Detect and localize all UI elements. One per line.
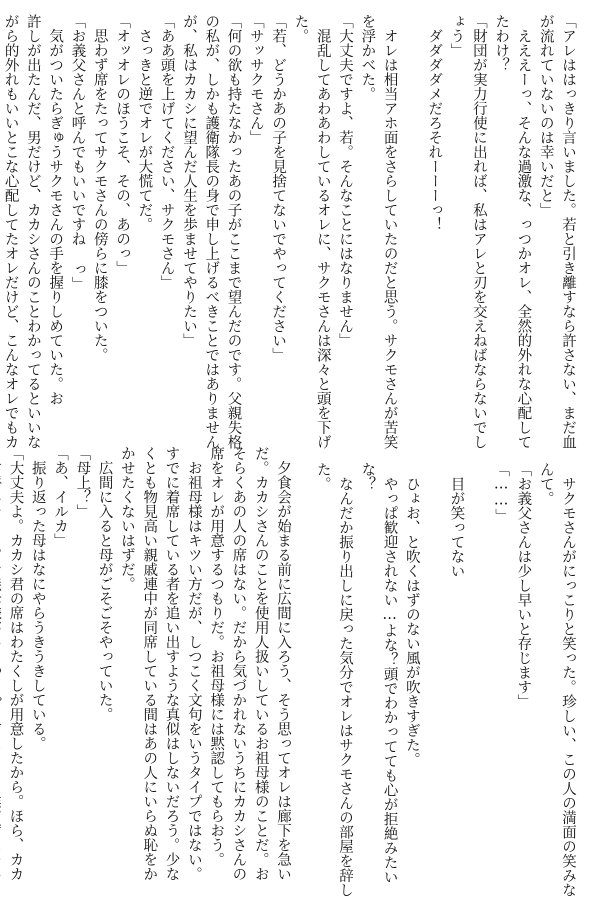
text-line: んて。 [537,462,554,506]
text-line: ダダダダメだろそれーーーっ！ [426,14,443,232]
text-line: くとも物見高い親戚連中が同席している間はあの人にいらぬ恥をか [141,446,158,881]
text-line: 広間に入ると母がごそごそやっていた。 [96,446,113,722]
text-line: なんだか振り出しに戻った気分でオレはサクモさんの部屋を辞し [337,462,354,897]
text-line: を浮かべた。 [359,14,376,101]
text-line: 許しが出たんだ、男だけど、カカシさんのことわかってるといいな [24,14,41,449]
text-line: 「若、どうかあの子を見捨てないでやってください」 [270,14,287,362]
text-line: 「何の欲も持たなかったあの子がここまで望んだのです。父親失格 [225,14,242,449]
text-line: な？ [359,462,376,491]
text-block-top [0,14,579,449]
text-line: の私が、しかも護衛隊長の身で申し上げるべきことではありません [203,14,220,449]
text-line: がら的外れもいいとこな心配してたオレだけど、こんなオレでもカ [2,14,19,449]
text-line: 「お義父さんは少し早いと存じます」 [515,462,532,709]
text-line: 「アレははっきり言いました。若と引き離すなら許さない、まだ血 [560,14,576,449]
text-line: が、私はカカシに望んだ人生を歩ませてやりたい」 [180,14,197,348]
text-line: 「大丈夫よ。カカシ君の席はわたくしが用意したから。ほら、カカ [7,446,24,881]
text-line: 「財団が実力行使に出れば、私はアレと刃を交えねばならないでし [470,14,487,449]
text-line: 「大丈夫ですよ、若。そんなことにはなりません」 [337,14,354,348]
text-line: たわけ？ [493,14,510,72]
text-line: 「母上？」 [74,446,91,519]
text-line: た。 [314,462,331,491]
text-line: すでに着席している者を追い出すような真似はしないだろう。少な [163,446,180,881]
text-line: だ。カカシさんのことを使用人扱いしているお祖母様のことだ。お [252,446,269,881]
text-line: 「ああ頭を上げてください、サクモさん」 [158,14,175,290]
text-line: た。 [292,14,309,43]
text-block-bottom-left [0,446,294,886]
text-line: 席をオレが用意するつもりだ。お祖母様には黙認してもらおう。 [208,446,225,867]
text-line: 「オッオレのほうこそ、その、あのっ」 [114,14,131,275]
text-line: 振り返った母はなにやらうきうきしている。 [29,446,46,751]
text-block-bottom-right [311,462,579,897]
text-line [0,446,4,886]
text-line: 「お義父さんと呼んでもいいですね っ」 [69,14,86,291]
text-line: えええーっ、そんな過激な、っつかオレ、全然的外れな心配して [515,14,532,449]
text-line: お祖母様はキツい方だが、しつこく文句をいうタイプではない。 [185,446,202,881]
text-line: サクモさんがにっこりと笑った。珍しい、この人の満面の笑みな [560,462,576,897]
text-line: 夕食会が始まる前に広間に入ろう、そう思ってオレは廊下を急い [275,446,291,881]
text-line: オレは相当アホ面をさらしていたのだと思う。サクモさんが苦笑 [381,14,398,449]
text-line: そらくあの人の席はない。だから気づかれないうちにカカシさんの [230,446,247,881]
blank-line [401,14,423,449]
text-line: 「サッサクモさん」 [247,14,264,145]
text-line: 「……」 [493,462,510,523]
text-line: ひょお、と吹くはずのない風が吹きすぎた。 [403,462,420,767]
blank-line [468,462,490,887]
text-line: かせたくないはずだ。 [118,446,135,591]
blank-line [423,462,445,887]
text-line: さっきと逆でオレが大慌てだ。 [136,14,153,232]
text-line: 混乱してあわあわしているオレに、サクモさんは深々と頭を下げ [314,14,331,449]
text-line: 「あ、イルカ」 [52,446,69,548]
text-line: やっぱ歓迎されない…よな？頭でわかってても心が拒絶みたい [381,462,398,884]
text-line: 気がついたらぎゅうサクモさんの手を握りしめていた。お [47,14,64,406]
text-line: 思わず席をたってサクモさんの傍らに膝をついた。 [91,14,108,362]
text-line: ょう」 [448,14,465,58]
text-line: 目が笑ってない [448,462,465,578]
text-line: が流れていないのは幸いだと」 [537,14,554,217]
